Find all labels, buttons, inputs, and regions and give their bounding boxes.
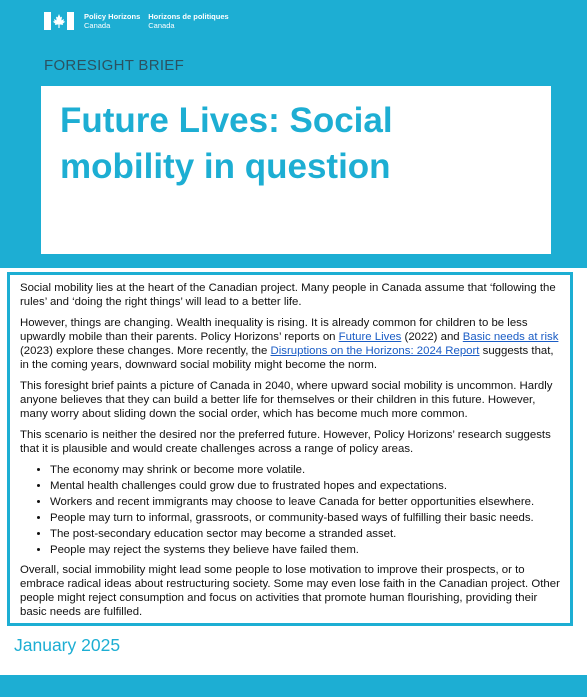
logo-french [148,12,228,30]
logo-fr-line1: Horizons de politiques [148,12,229,21]
future-lives-link[interactable]: Future Lives [338,331,402,343]
challenges-list [20,463,560,557]
logo-wordmark [84,12,229,30]
canada-flag-icon [44,12,74,30]
footer-band [0,675,587,697]
basic-needs-link[interactable]: Basic needs at risk [462,331,559,343]
page-title: Future Lives: Social mobility in question [60,101,393,186]
context-text-1: However, things are changing. Wealth inequality is rising. It is already common for children to be less upwardly mobile than their parents. Policy Horizons’ reports on [20,317,528,343]
plausibility-paragraph: This scenario is neither the desired nor the preferred future. However, Policy Horizons’ research suggests that it is plausible and would create challenges across a range of policy areas. [20,429,551,455]
disruptions-report-link[interactable]: Disruptions on the Horizons: 2024 Report [270,345,480,357]
scenario-paragraph: This foresight brief paints a picture of Canada in 2040, where upward social mobility is uncommon. Hardly anyone believes that they can build a better life for themselves or their children in this future. However, many worry about sliding down the social order, which has become much more common. [20,380,553,420]
conclusion-paragraph: Overall, social immobility might lead some people to lose motivation to improve their prospects, or to embrace radical ideas about restructuring society. Some may even lose faith in the Canadian project. Other people might reject consumption and focus on activities that promote human flourishing, providing their basic needs are fulfilled. [20,564,560,618]
list-item: • People may reject the systems they believe have failed them. [50,543,560,557]
context-paragraph [20,316,560,372]
context-text-3: (2023) explore these changes. More recently, the [20,345,271,357]
document-kicker: FORESIGHT BRIEF [44,57,185,74]
logo-fr-line2: Canada [148,21,175,30]
list-item: • The economy may shrink or become more volatile. [50,463,560,477]
context-text-2: (2022) and [401,331,463,343]
publication-date: January 2025 [14,635,121,655]
list-item: • Workers and recent immigrants may choose to leave Canada for better opportunities elsewhere. [50,495,560,509]
list-item: • People may turn to informal, grassroots, or community-based ways of fulfilling their basic needs. [50,511,560,525]
header-band [0,0,587,268]
logo-en-line1: Policy Horizons [84,12,141,21]
logo-en-line2: Canada [84,21,111,30]
title-box [41,86,551,254]
list-item: • The post-secondary education sector may become a stranded asset. [50,527,560,541]
context-text-4: suggests that, in the coming years, downward social mobility might become the norm. [20,345,554,371]
policy-horizons-logo [44,12,229,30]
summary-box [7,272,573,626]
list-item: • Mental health challenges could grow due to frustrated hopes and expectations. [50,479,560,493]
intro-paragraph: Social mobility lies at the heart of the Canadian project. Many people in Canada assume that ‘following the rules’ and ‘doing the right things’ will lead to a better life. [20,282,556,308]
logo-english [84,12,140,30]
